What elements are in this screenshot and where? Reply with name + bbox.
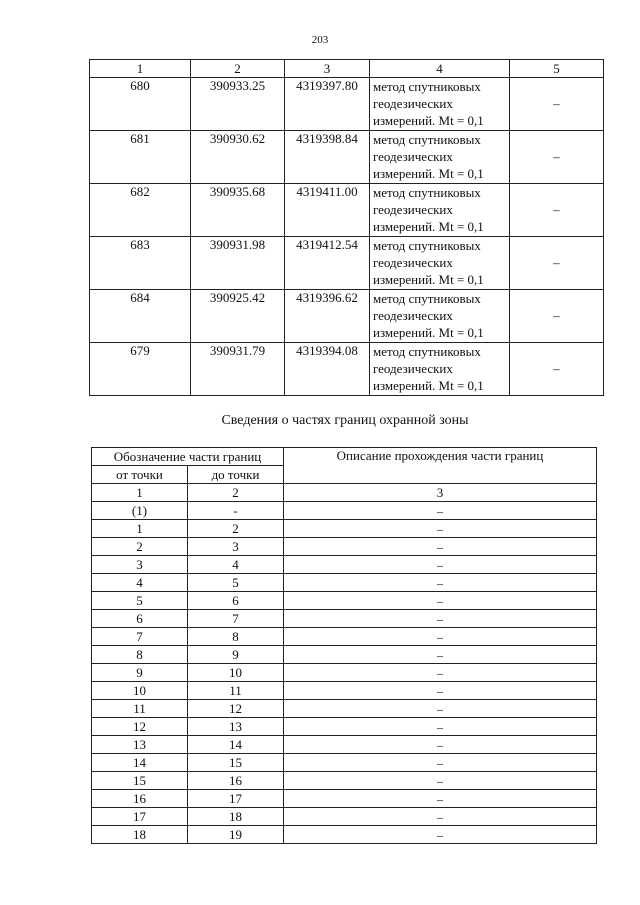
part-description: – [284, 700, 597, 718]
method-line: метод спутниковых [373, 79, 481, 94]
part-description: – [284, 682, 597, 700]
boundary-part-row [92, 718, 597, 736]
from-point: 11 [92, 700, 188, 718]
part-description: – [284, 790, 597, 808]
parts-header-row [92, 448, 597, 466]
method-line: геодезических [373, 202, 453, 217]
part-description: – [284, 664, 597, 682]
part-description: – [284, 808, 597, 826]
boundary-parts-table [91, 447, 597, 844]
column-5-value: – [510, 290, 604, 343]
to-point: 15 [188, 754, 284, 772]
boundary-part-row [92, 736, 597, 754]
method-line: метод спутниковых [373, 132, 481, 147]
from-point: 15 [92, 772, 188, 790]
method-description [370, 290, 510, 343]
column-index: 2 [188, 484, 284, 502]
to-point: 8 [188, 628, 284, 646]
y-coordinate: 4319411.00 [285, 184, 370, 237]
x-coordinate: 390925.42 [191, 290, 285, 343]
to-point: 12 [188, 700, 284, 718]
point-number: 683 [90, 237, 191, 290]
header-from-point: от точки [92, 466, 188, 484]
boundary-part-row [92, 556, 597, 574]
method-line: измерений. Mt = 0,1 [373, 113, 484, 128]
boundary-part-row [92, 574, 597, 592]
from-point: 3 [92, 556, 188, 574]
to-point: 11 [188, 682, 284, 700]
to-point: 5 [188, 574, 284, 592]
boundary-part-row [92, 628, 597, 646]
method-description [370, 184, 510, 237]
part-description: – [284, 754, 597, 772]
from-point: 8 [92, 646, 188, 664]
point-number: 681 [90, 131, 191, 184]
part-description: – [284, 718, 597, 736]
method-line: метод спутниковых [373, 291, 481, 306]
to-point: 17 [188, 790, 284, 808]
from-point: 2 [92, 538, 188, 556]
part-description: – [284, 628, 597, 646]
boundary-part-row [92, 808, 597, 826]
from-point: 4 [92, 574, 188, 592]
column-5-value: – [510, 343, 604, 396]
point-number: 682 [90, 184, 191, 237]
to-point: 4 [188, 556, 284, 574]
from-point: 1 [92, 520, 188, 538]
header-boundary-designation: Обозначение части границ [92, 448, 284, 466]
y-coordinate: 4319397.80 [285, 78, 370, 131]
method-line: геодезических [373, 308, 453, 323]
column-5-value: – [510, 184, 604, 237]
column-header: 4 [370, 60, 510, 78]
boundary-part-row [92, 826, 597, 844]
x-coordinate: 390931.98 [191, 237, 285, 290]
to-point: 19 [188, 826, 284, 844]
header-to-point: до точки [188, 466, 284, 484]
boundary-part-row [92, 790, 597, 808]
coordinates-row [90, 343, 604, 396]
boundary-part-row [92, 700, 597, 718]
method-line: измерений. Mt = 0,1 [373, 325, 484, 340]
method-description [370, 131, 510, 184]
column-header: 2 [191, 60, 285, 78]
x-coordinate: 390930.62 [191, 131, 285, 184]
boundary-part-row [92, 538, 597, 556]
coordinates-row [90, 290, 604, 343]
method-description [370, 343, 510, 396]
to-point: 13 [188, 718, 284, 736]
column-header: 5 [510, 60, 604, 78]
method-line: метод спутниковых [373, 185, 481, 200]
method-line: измерений. Mt = 0,1 [373, 166, 484, 181]
boundary-part-row [92, 502, 597, 520]
to-point: 10 [188, 664, 284, 682]
part-description: – [284, 556, 597, 574]
column-5-value: – [510, 78, 604, 131]
to-point: 3 [188, 538, 284, 556]
to-point: 9 [188, 646, 284, 664]
to-point: - [188, 502, 284, 520]
parts-index-row [92, 484, 597, 502]
boundary-part-row [92, 754, 597, 772]
page-number: 203 [311, 34, 329, 46]
from-point: 10 [92, 682, 188, 700]
column-header: 3 [285, 60, 370, 78]
to-point: 7 [188, 610, 284, 628]
to-point: 6 [188, 592, 284, 610]
method-line: геодезических [373, 255, 453, 270]
coordinates-row [90, 131, 604, 184]
boundary-part-row [92, 664, 597, 682]
column-index: 3 [284, 484, 597, 502]
boundary-part-row [92, 592, 597, 610]
part-description: – [284, 826, 597, 844]
from-point: 16 [92, 790, 188, 808]
from-point: 12 [92, 718, 188, 736]
method-line: метод спутниковых [373, 238, 481, 253]
from-point: 6 [92, 610, 188, 628]
part-description: – [284, 502, 597, 520]
part-description: – [284, 772, 597, 790]
part-description: – [284, 610, 597, 628]
part-description: – [284, 574, 597, 592]
method-line: измерений. Mt = 0,1 [373, 272, 484, 287]
x-coordinate: 390933.25 [191, 78, 285, 131]
from-point: 17 [92, 808, 188, 826]
x-coordinate: 390935.68 [191, 184, 285, 237]
column-5-value: – [510, 237, 604, 290]
part-description: – [284, 736, 597, 754]
method-line: геодезических [373, 96, 453, 111]
y-coordinate: 4319396.62 [285, 290, 370, 343]
column-5-value: – [510, 131, 604, 184]
boundary-part-row [92, 682, 597, 700]
section-title: Сведения о частях границ охранной зоны [221, 413, 469, 428]
coordinates-row [90, 184, 604, 237]
method-line: измерений. Mt = 0,1 [373, 378, 484, 393]
method-line: метод спутниковых [373, 344, 481, 359]
to-point: 14 [188, 736, 284, 754]
from-point: 9 [92, 664, 188, 682]
to-point: 16 [188, 772, 284, 790]
column-header: 1 [90, 60, 191, 78]
from-point: 13 [92, 736, 188, 754]
part-description: – [284, 520, 597, 538]
from-point: 18 [92, 826, 188, 844]
from-point: 14 [92, 754, 188, 772]
point-number: 680 [90, 78, 191, 131]
part-description: – [284, 538, 597, 556]
from-point: 7 [92, 628, 188, 646]
part-description: – [284, 646, 597, 664]
method-line: измерений. Mt = 0,1 [373, 219, 484, 234]
y-coordinate: 4319412.54 [285, 237, 370, 290]
method-line: геодезических [373, 149, 453, 164]
method-description [370, 237, 510, 290]
header-description: Описание прохождения части границ [284, 448, 597, 484]
x-coordinate: 390931.79 [191, 343, 285, 396]
y-coordinate: 4319394.08 [285, 343, 370, 396]
method-description [370, 78, 510, 131]
to-point: 18 [188, 808, 284, 826]
boundary-part-row [92, 772, 597, 790]
coordinates-table [89, 59, 604, 396]
coordinates-row [90, 237, 604, 290]
column-index: 1 [92, 484, 188, 502]
point-number: 679 [90, 343, 191, 396]
point-number: 684 [90, 290, 191, 343]
from-point: (1) [92, 502, 188, 520]
coordinates-row [90, 78, 604, 131]
boundary-part-row [92, 610, 597, 628]
from-point: 5 [92, 592, 188, 610]
boundary-part-row [92, 520, 597, 538]
part-description: – [284, 592, 597, 610]
method-line: геодезических [373, 361, 453, 376]
boundary-part-row [92, 646, 597, 664]
y-coordinate: 4319398.84 [285, 131, 370, 184]
coordinates-header-row [90, 60, 604, 78]
to-point: 2 [188, 520, 284, 538]
